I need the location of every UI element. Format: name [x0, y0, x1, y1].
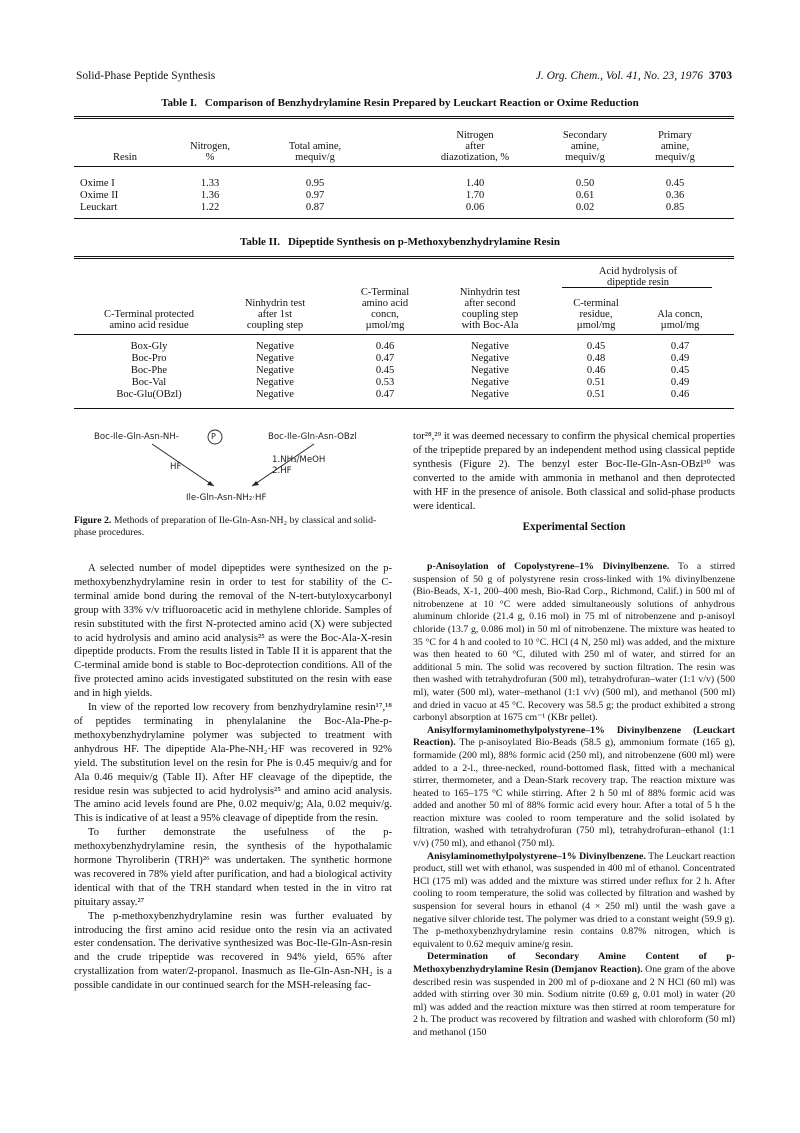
table2-cell-r0-c2: 0.46 [375, 341, 395, 352]
table1-cell-r0-c5: 0.45 [665, 178, 685, 189]
table2-cell-r1-c3: Negative [471, 353, 509, 364]
table2-top-rule-2 [74, 258, 734, 259]
running-header-left: Solid-Phase Peptide Synthesis [76, 70, 216, 82]
table2-header-2-line-0: C-Terminal [360, 287, 410, 298]
page-number: 3703 [709, 70, 732, 82]
table1-cell-r2-c4: 0.02 [575, 202, 595, 213]
table1-cell-r2-c5: 0.85 [665, 202, 685, 213]
table2-cell-r2-c5: 0.45 [670, 365, 690, 376]
table1-header-2-line-1: mequiv/g [295, 152, 335, 163]
table2-header-2-line-3: µmol/mg [365, 320, 405, 331]
table1-cell-r1-c1: 1.36 [200, 190, 220, 201]
exp-para-3 [413, 851, 735, 952]
table2-header-0-line-1: amino acid residue [109, 320, 189, 331]
right-column-top [413, 430, 735, 539]
table1-header-rule [74, 166, 734, 167]
figure2-hf-label: HF [170, 462, 182, 472]
left-paragraph-1: A selected number of model dipeptides were synthesized on the p-methoxybenzhydrylamine resin in order to test for stability of the C-terminal amide bond during the removal of the N-tert-butyloxycarbonyl group with 33% v/v trifluoroacetic acid in methylene chloride. Samples of resin substituted with the first N-protected amino acid (X) were subjected to acid hydrolysis and amino acid analysis²⁵ as were the Boc-Ala-X-resin dipeptide products. From the results listed in Table II it is apparent that the C-terminal amide bond is stable to Boc-deprotection conditions. All of the five protected amino acids investigated substituted on the resin with ease and in high yields. [74, 563, 392, 700]
table2-span-header-line-0: Acid hydrolysis of [598, 266, 678, 277]
figure2-arrow-left [152, 444, 214, 486]
table2-label: Table II. [240, 236, 280, 248]
table1-bottom-rule [74, 218, 734, 219]
table2-header-3-line-2: coupling step [461, 309, 519, 320]
figure2-step1: 1.NH₃/MeOH [272, 455, 326, 465]
table1-header-4-line-0: Secondary [562, 130, 608, 141]
table1-cell-r1-c5: 0.36 [665, 190, 685, 201]
table2-header-4-line-2: µmol/mg [576, 320, 616, 331]
table2-cell-r3-c4: 0.51 [586, 377, 606, 388]
table2-cell-r0-c0: Box-Gly [130, 341, 168, 352]
experimental-section-heading: Experimental Section [522, 521, 626, 534]
table1-cell-r0-c1: 1.33 [200, 178, 220, 189]
right-column-experimental [413, 561, 735, 1040]
table1-header-2-line-0: Total amine, [288, 141, 342, 152]
table1-header-5-line-2: mequiv/g [655, 152, 695, 163]
table2-cell-r2-c2: 0.45 [375, 365, 395, 376]
left-column [74, 562, 392, 993]
figure2-caption [74, 515, 394, 539]
table1-cell-r1-c0: Oxime II [80, 190, 119, 201]
table1-cell-r2-c3: 0.06 [465, 202, 485, 213]
table2-header-1-line-0: Ninhydrin test [244, 298, 306, 309]
table2-cell-r4-c4: 0.51 [586, 389, 606, 400]
table2-cell-r3-c0: Boc-Val [131, 377, 167, 388]
running-header-right [536, 70, 732, 82]
table2-cell-r3-c3: Negative [471, 377, 509, 388]
table1-cell-r2-c0: Leuckart [80, 202, 118, 213]
exp-para-3-body: The Leuckart reaction product, still wet with ethanol, was suspended in 400 ml of ethanol. Concentrated HCl (175 ml) was added and the mixture was stirred under reflux for 2 h. After cooling to room temperature, the solid was collected by filtration and washed by suspension for several hours in ethanol (4 × 250 ml) until the wash gave a negative silver chloride test. The polymer was dried to a constant weight (59.9 g). The p-methoxybenzhydrylamine resin contains 0.87% nitrogen, which is equivalent to 0.62 mequiv amine/g resin. [413, 850, 735, 950]
table2-cell-r3-c1: Negative [256, 377, 294, 388]
table2-cell-r0-c5: 0.47 [670, 341, 690, 352]
table1-cell-r0-c2: 0.95 [305, 178, 325, 189]
table2-cell-r0-c1: Negative [256, 341, 294, 352]
table2-cell-r1-c0: Boc-Pro [131, 353, 167, 364]
table1-header-3-line-2: diazotization, % [440, 152, 510, 163]
table1-caption [0, 97, 800, 109]
left-paragraph-3: To further demonstrate the usefulness of the p-methoxybenzhydrylamine resin, the synthesis of the hypothalamic hormone Thyroliberin (TRH)²⁶ was undertaken. The synthetic hormone was recovered in 78% yield after purification, and had a biological activity identical with that of the TRH standard when tested in the in vitro rat pituitary assay.²⁷ [74, 827, 392, 908]
table1-header-5-line-0: Primary [658, 130, 692, 141]
table2-cell-r0-c4: 0.45 [586, 341, 606, 352]
exp-para-1 [413, 561, 735, 725]
left-paragraph-4: The p-methoxybenzhydrylamine resin was further evaluated by introducing the first amino acid residue onto the resin via an activated ester condensation. The derivative synthesized was Boc-Ile-Gln-Asn-resin and the crude tripeptide was recovered in 94% yield, 65% after crystallization from water/2-propanol. Inasmuch as Ile-Gln-Asn-NH₂ is a possible candidate in our continued search for the MSH-releasing fac- [74, 910, 392, 992]
table2-title: Dipeptide Synthesis on p-Methoxybenzhydrylamine Resin [287, 236, 560, 248]
figure2-left-start: Boc-Ile-Gln-Asn-NH- [94, 432, 179, 442]
table2-cell-r4-c3: Negative [471, 389, 509, 400]
table2-header-3-line-3: with Boc-Ala [461, 320, 519, 331]
table2-cell-r4-c5: 0.46 [670, 389, 690, 400]
table1-cell-r0-c0: Oxime I [80, 178, 115, 189]
table2-header-rule [74, 334, 734, 335]
exp-para-3-head: Anisylaminomethylpolystyrene–1% Divinylbenzene. [427, 850, 646, 862]
table2-cell-r4-c2: 0.47 [375, 389, 395, 400]
table1-header-5-line-1: amine, [660, 141, 690, 152]
table1-cell-r0-c4: 0.50 [575, 178, 595, 189]
table2-cell-r1-c5: 0.49 [670, 353, 690, 364]
table2-header-3-line-1: after second [464, 298, 516, 309]
table2-cell-r0-c3: Negative [471, 341, 509, 352]
table1-cell-r0-c3: 1.40 [465, 178, 485, 189]
table1-header-4-line-1: amine, [570, 141, 600, 152]
table2-header-0-line-0: C-Terminal protected [104, 309, 194, 320]
table2-cell-r1-c2: 0.47 [375, 353, 395, 364]
table1-header-1-line-0: Nitrogen, [190, 141, 230, 152]
figure2-caption-text: Methods of preparation of Ile-Gln-Asn-NH₂ by classical and solid-phase procedures. [74, 515, 377, 538]
table2-header-1-line-2: coupling step [246, 320, 304, 331]
table2-header-4-line-1: residue, [579, 309, 613, 320]
table1-cell-r1-c4: 0.61 [575, 190, 595, 201]
table1-cell-r2-c1: 1.22 [200, 202, 220, 213]
table2-cell-r4-c0: Boc-Glu(OBzl) [116, 389, 182, 400]
table1-header-1-line-1: % [205, 152, 215, 163]
right-paragraph-continued: tor²⁸,²⁹ it was deemed necessary to confirm the physical chemical properties of the tripeptide prepared by an independent method using classical peptide synthesis (Figure 2). The benzyl ester Boc-Ile-Gln-Asn-OBzl³⁰ was converted to the amide with ammonia in methanol and then deprotected with HF in the presence of anisole. Both classical and solid-phase products were identical. [413, 431, 735, 512]
figure2-right-start: Boc-Ile-Gln-Asn-OBzl [268, 432, 357, 442]
journal-citation: J. Org. Chem., Vol. 41, No. 23, 1976 [535, 70, 703, 82]
table2-cell-r1-c4: 0.48 [586, 353, 606, 364]
table2-header-4-line-0: C-terminal [573, 298, 619, 309]
table2-header-1-line-1: after 1st [257, 309, 293, 320]
table2-header-2-line-2: concn, [371, 309, 399, 320]
table2-span-header-line-1: dipeptide resin [606, 277, 670, 288]
table2-cell-r2-c1: Negative [256, 365, 294, 376]
table2-cell-r2-c3: Negative [471, 365, 509, 376]
table2-header-5-line-1: µmol/mg [660, 320, 700, 331]
table1-cell-r1-c3: 1.70 [465, 190, 485, 201]
exp-para-4 [413, 951, 735, 1039]
exp-para-2-head: Anisylformylaminomethylpolystyrene–1% Divinylbenzene (Leuckart Reaction). [413, 724, 735, 749]
figure2-arrow-right [252, 444, 314, 486]
table2-header-5-line-0: Ala concn, [657, 309, 703, 320]
table2-span-rule [562, 287, 712, 288]
table1-cell-r2-c2: 0.87 [305, 202, 325, 213]
table2-cell-r2-c0: Boc-Phe [130, 365, 168, 376]
table1-header-3-line-0: Nitrogen [456, 130, 494, 141]
table1-top-rule-2 [74, 118, 734, 119]
left-paragraph-2: In view of the reported low recovery from benzhydrylamine resin¹⁷,¹⁸ of peptides terminating in phenylalanine the Boc-Ala-Phe-p-methoxybenzhydrylamine polymer was subjected to treatment with anhydrous HF. The dipeptide Ala-Phe-NH₂·HF was recovered in 92% yield. The substitution level on the resin for Phe is 0.45 mequiv/g and for Ala 0.46 mequiv/g (Table II). After HF cleavage of the dipeptide, the residue resin was subjected to acid hydrolysis²⁵ and amino acid analysis. The amino acid levels found are Phe, 0.02 mequiv/g; Ala, 0.02 mequiv/g. This is indicative of at least a 95% cleavage of dipeptide from the resin. [74, 702, 392, 825]
figure2-product: Ile-Gln-Asn-NH₂·HF [186, 493, 267, 503]
table2-header-3-line-0: Ninhydrin test [459, 287, 521, 298]
table1-label: Table I. [161, 97, 197, 109]
table2-bottom-rule [74, 408, 734, 409]
figure2-step2: 2.HF [272, 466, 292, 476]
table2-caption [0, 236, 800, 248]
table2-header-2-line-1: amino acid [361, 298, 409, 309]
table2-cell-r3-c2: 0.53 [375, 377, 395, 388]
table2-cell-r3-c5: 0.49 [670, 377, 690, 388]
table1-cell-r1-c2: 0.97 [305, 190, 325, 201]
table1-header-3-line-1: after [465, 141, 485, 152]
exp-para-4-head: Determination of Secondary Amine Content of p-Methoxybenzhydrylamine Resin (Demjanov Reaction). [413, 951, 735, 975]
exp-para-2-body: The p-anisoylated Bio-Beads (58.5 g), ammonium formate (165 g), formamide (200 ml), 88% formic acid (250 ml), and nitrobenzene (600 ml) were added to a 2-l., three-necked, round-bottomed flask, fitted with a mechanical stirrer, thermometer, and a Dean-Stark recovery trap. The reaction mixture was heated to 165–175 °C while stirring. After 2 h 50 ml of 88% formic acid was added and another 50 ml of 88% formic acid every hour. After a total of 5 h the reaction mixture was cooled to room temperature and the solid isolated by filtration, washed with tetrahydrofuran (750 ml), tetrahydrofuran–ethanol (1:1 v/v) (750 ml), and ethanol (750 ml). [413, 737, 735, 850]
figure2-caption-label: Figure 2. [74, 515, 112, 526]
exp-para-1-head: p-Anisoylation of Copolystyrene–1% Divinylbenzene. [427, 561, 670, 572]
exp-para-2 [413, 725, 735, 851]
table2-cell-r4-c1: Negative [256, 389, 294, 400]
exp-para-4-body: One gram of the above described resin was suspended in 200 ml of p-dioxane and 2 N HCl (60 ml) was added with stirring over 30 min. Sodium nitrite (0.69 g, 0.01 mol) in water (20 ml) was added and the reaction mixture was then stirred at room temperature for 2 h. The product was recovered by filtration and washed with chloroform (50 ml) and methanol (150 [413, 964, 735, 1038]
table1-header-4-line-2: mequiv/g [565, 152, 605, 163]
table1-title: Comparison of Benzhydrylamine Resin Prepared by Leuckart Reaction or Oxime Reduction [204, 97, 639, 109]
table2-cell-r1-c1: Negative [256, 353, 294, 364]
table2-cell-r2-c4: 0.46 [586, 365, 606, 376]
exp-para-1-body: To a stirred suspension of 50 g of polystyrene resin cross-linked with 1% divinylbenzene (Bio-Beads, X-1, 200–400 mesh, Bio-Rad Corp., Richmond, Calif.) in 500 ml of nitrobenzene at 10 °C were added simultaneously solutions of anhydrous aluminum chloride (21.4 g, 0.16 mol) in 75 ml of nitrobenzene and p-anisoyl chloride (13.7 g, 0.086 mol) in 50 ml of nitrobenzene. The mixture was heated to 35 °C for 4 h and cooled to 10 °C. HCl (4 N, 250 ml) was added, and the mixture was then heated to 60 °C, diluted with 250 ml of water, and stirred for an additional 5 min. The solid was recovered by suction filtration. The resin was then washed with tetrahydrofuran (500 ml), tetrahydrofuran–water (1:1 v/v) (500 ml), water (500 ml), water–methanol (1:1 v/v) (500 ml), and methanol (500 ml) and dried in vacuo at 45 °C. Recovery was 58.5 g; the product exhibited a strong carbonyl absorption at 1675 cm⁻¹ (KBr pellet). [413, 561, 735, 724]
figure2-resin-symbol: P [211, 432, 216, 441]
table1-header-0-line-0: Resin [113, 152, 137, 163]
